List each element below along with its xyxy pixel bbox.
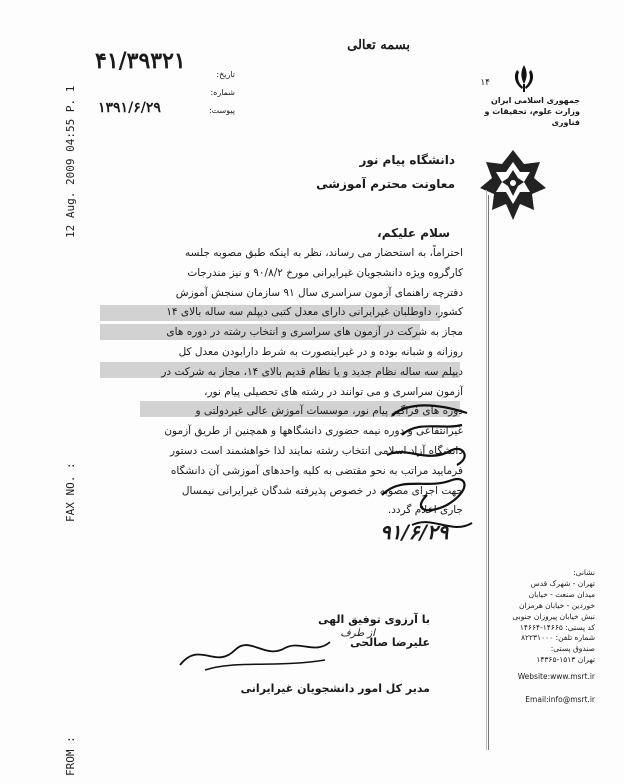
- ministry-line-1: جمهوری اسلامی ایران: [491, 96, 580, 105]
- body-line: دفترچه راهنمای آزمون سراسری سال ۹۱ سازمان سنجش آموزش: [175, 286, 463, 299]
- letterhead-divider-shadow: [486, 190, 487, 750]
- contact-line: شماره تلفن: ۸۲۲۳۱۰۰۰: [520, 633, 595, 643]
- fax-from-label: FROM :: [64, 736, 77, 776]
- addressee-university: دانشگاه پیام نور: [359, 153, 455, 167]
- body-line: فرمایید مراتب به نحو مقتضی به کلیه واحدهای آموزشی آن دانشگاه: [170, 464, 463, 477]
- letter-number-value: ۴۱/۳۹۳۲۱: [95, 48, 186, 74]
- on-behalf-label: از طرف: [340, 628, 375, 639]
- contact-website[interactable]: Website:www.msrt.ir: [517, 672, 595, 682]
- contact-line: نبش خیابان پیروزان جنوبی: [512, 611, 595, 621]
- body-line: جهت اجرای مصوبه در خصوص پذیرفته شدگان غیرایرانی نیمسال: [181, 484, 463, 497]
- number-label: شماره:: [210, 88, 235, 97]
- body-line: دیپلم سه ساله نظام جدید و یا نظام قدیم بالای ۱۴، مجاز به شرکت در: [161, 365, 463, 378]
- body-line: مجاز به شرکت در آزمون های سراسری و انتخاب رشته در دوره های: [166, 326, 463, 339]
- iran-emblem-icon: [508, 62, 540, 94]
- handwritten-date: ۹۱/۶/۲۹: [380, 520, 449, 544]
- letterhead-divider: [488, 195, 489, 750]
- addressee-block: [200, 148, 455, 196]
- body-line: دانشگاه آزاد اسلامی انتخاب رشته نمایند لذا خواهشمند است دستور: [170, 444, 463, 457]
- contact-line: صندوق پستی:: [550, 644, 595, 654]
- contact-spacer: [495, 683, 595, 695]
- contact-line: کد پستی: ۱۴۶۶۵-۱۴۶۶۴: [519, 622, 595, 632]
- signatory-name: علیرضا صالحی: [350, 636, 430, 649]
- bismillah-heading: بسمه تعالی: [347, 38, 410, 53]
- contact-line: تهران - شهرک قدس: [530, 578, 595, 588]
- ministry-line-2: وزارت علوم، تحقیقات و فناوری: [484, 107, 580, 127]
- top-mark: ۱۴: [480, 78, 490, 88]
- closing-wish: با آرزوی توفیق الهی: [317, 613, 430, 626]
- ministry-name: [470, 95, 580, 128]
- body-line: روزانه و شبانه بوده و در غیراینصورت به شرط دارابودن معدل کل: [178, 345, 463, 358]
- date-label: تاریخ:: [216, 70, 235, 79]
- body-line: غیرانتفاعی و دوره نیمه حضوری دانشگاهها و همچنین از طریق آزمون: [164, 425, 463, 438]
- contact-email[interactable]: Email:info@msrt.ir: [525, 695, 595, 705]
- contact-block: [495, 568, 595, 706]
- contact-header: نشانی:: [573, 568, 595, 577]
- contact-line: میدان صنعت - خیابان: [528, 589, 595, 599]
- greeting: سلام علیکم،: [377, 226, 450, 240]
- addressee-office: معاونت محترم آموزشی: [316, 177, 455, 191]
- attachment-label: پیوست:: [208, 106, 235, 115]
- letter-date-value: ۱۳۹۱/۶/۲۹: [98, 100, 161, 116]
- contact-line: خوردین - خیابان هرمزان: [518, 600, 595, 610]
- body-line: جاری اعلام گردد.: [387, 504, 463, 517]
- signatory-title: مدیر کل امور دانشجویان غیرایرانی: [240, 682, 430, 695]
- body-line: احتراماً، به استحضار می رساند، نظر به اینکه طبق مصوبه جلسه: [185, 247, 463, 259]
- body-line: دوره های فراگیر پیام نور، موسسات آموزش عالی غیردولتی و: [195, 405, 463, 418]
- signature-icon: [175, 630, 335, 675]
- body-line: کارگروه ویژه دانشجویان غیرایرانی مورخ ۹۰/۸/۲ و نیز مندرجات: [187, 266, 463, 279]
- contact-line: تهران ۱۵۱۳-۱۴۳۶۵: [536, 655, 595, 665]
- body-line: کشور، داوطلبان غیرایرانی دارای معدل کتبی دیپلم سه ساله بالای ۱۴: [166, 306, 463, 319]
- fax-timestamp: 12 Aug. 2009 04:55 P. 1: [64, 85, 77, 238]
- fax-number-label: FAX NO. :: [64, 462, 77, 522]
- body-line: آزمون سراسری و می توانند در رشته های تحصیلی پیام نور،: [204, 385, 463, 398]
